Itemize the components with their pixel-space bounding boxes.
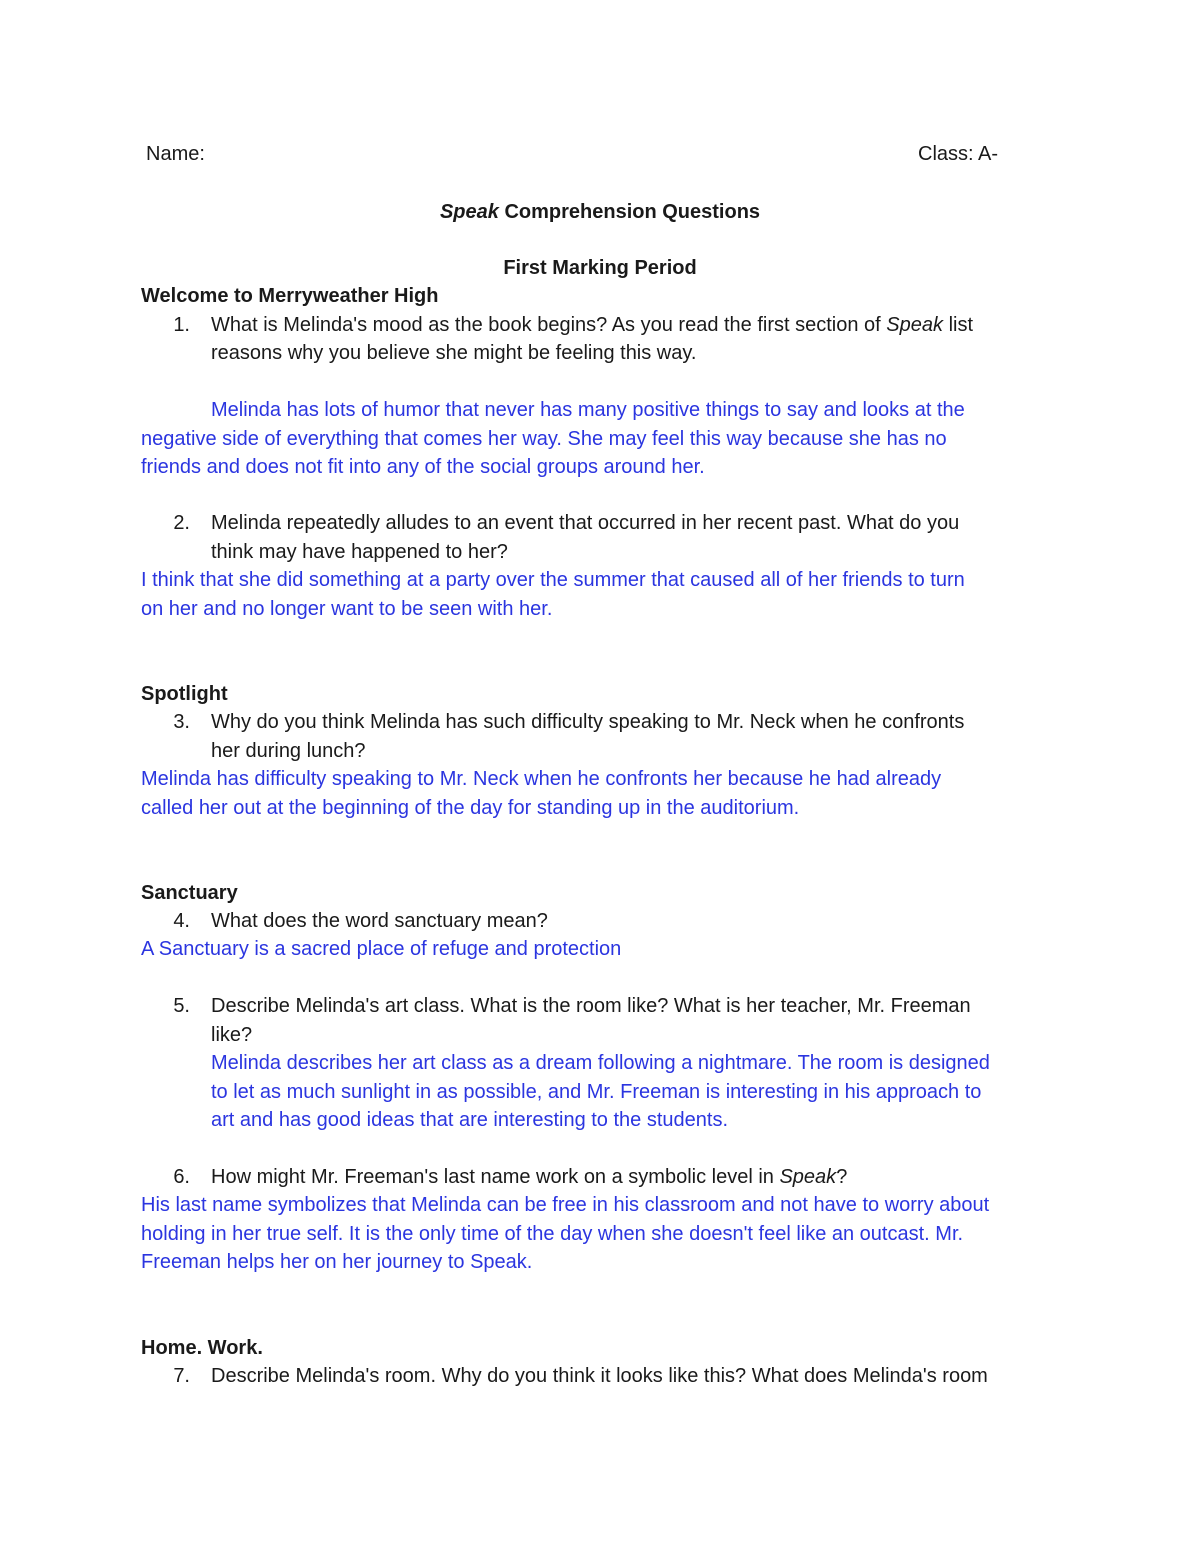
- question-number-1: 1.: [173, 314, 190, 336]
- class-label: Class: A-: [918, 143, 999, 165]
- section-heading-welcome: Welcome to Merryweather High: [141, 285, 439, 307]
- question-number-2: 2.: [173, 512, 190, 534]
- question-5-line-1: Describe Melinda's art class. What is the room like? What is her teacher, Mr. Freeman: [211, 995, 971, 1017]
- marking-period-heading: First Marking Period: [503, 257, 697, 279]
- question-2-line-2: think may have happened to her?: [211, 541, 508, 563]
- question-6-line-1: [211, 1163, 847, 1191]
- answer-6-line-1: His last name symbolizes that Melinda can be free in his classroom and not have to worry about: [141, 1194, 990, 1216]
- question-number-6: 6.: [173, 1166, 190, 1188]
- q6-text-a: How might Mr. Freeman's last name work on a symbolic level in: [211, 1166, 780, 1188]
- section-heading-sanctuary: Sanctuary: [141, 882, 238, 904]
- question-1-line-1: [211, 311, 973, 339]
- q1-text-b: list: [943, 314, 974, 336]
- answer-2-line-1: I think that she did something at a party over the summer that caused all of her friends to turn: [141, 569, 965, 591]
- question-number-5: 5.: [173, 995, 190, 1017]
- question-4-line-1: What does the word sanctuary mean?: [211, 910, 548, 932]
- question-number-3: 3.: [173, 711, 190, 733]
- name-label: Name:: [146, 143, 205, 165]
- question-number-4: 4.: [173, 910, 190, 932]
- answer-5-line-3: art and has good ideas that are interesting to the students.: [211, 1109, 729, 1131]
- section-heading-home-work: Home. Work.: [141, 1337, 263, 1359]
- q1-book-name: Speak: [886, 314, 944, 336]
- title-book-name: Speak: [439, 201, 499, 223]
- q6-book-name: Speak: [779, 1166, 837, 1188]
- title-rest: Comprehension Questions: [498, 201, 761, 223]
- question-2-line-1: Melinda repeatedly alludes to an event that occurred in her recent past. What do you: [211, 512, 960, 534]
- q6-text-b: ?: [836, 1166, 848, 1188]
- document-title: [0, 198, 1200, 226]
- answer-3-line-1: Melinda has difficulty speaking to Mr. Neck when he confronts her because he had already: [141, 768, 942, 790]
- answer-6-line-3: Freeman helps her on her journey to Speak.: [141, 1251, 533, 1273]
- question-5-line-2: like?: [211, 1024, 253, 1046]
- answer-5-line-1: Melinda describes her art class as a dream following a nightmare. The room is designed: [211, 1052, 990, 1074]
- question-number-7: 7.: [173, 1365, 190, 1387]
- answer-6-line-2: holding in her true self. It is the only time of the day when she doesn't feel like an outcast. Mr.: [141, 1223, 964, 1245]
- answer-3-line-2: called her out at the beginning of the day for standing up in the auditorium.: [141, 797, 800, 819]
- question-7-line-1: Describe Melinda's room. Why do you think it looks like this? What does Melinda's room: [211, 1365, 988, 1387]
- section-heading-spotlight: Spotlight: [141, 683, 228, 705]
- q1-text-a: What is Melinda's mood as the book begins? As you read the first section of: [211, 314, 887, 336]
- answer-2-line-2: on her and no longer want to be seen with her.: [141, 598, 553, 620]
- answer-5-line-2: to let as much sunlight in as possible, and Mr. Freeman is interesting in his approach to: [211, 1081, 982, 1103]
- question-1-line-2: reasons why you believe she might be feeling this way.: [211, 342, 697, 364]
- question-3-line-1: Why do you think Melinda has such difficulty speaking to Mr. Neck when he confronts: [211, 711, 965, 733]
- question-3-line-2: her during lunch?: [211, 740, 366, 762]
- answer-1-line-1: Melinda has lots of humor that never has many positive things to say and looks at the: [211, 399, 965, 421]
- answer-1-line-3: friends and does not fit into any of the social groups around her.: [141, 456, 705, 478]
- answer-1-line-2: negative side of everything that comes her way. She may feel this way because she has no: [141, 428, 947, 450]
- answer-4-line-1: A Sanctuary is a sacred place of refuge and protection: [141, 938, 622, 960]
